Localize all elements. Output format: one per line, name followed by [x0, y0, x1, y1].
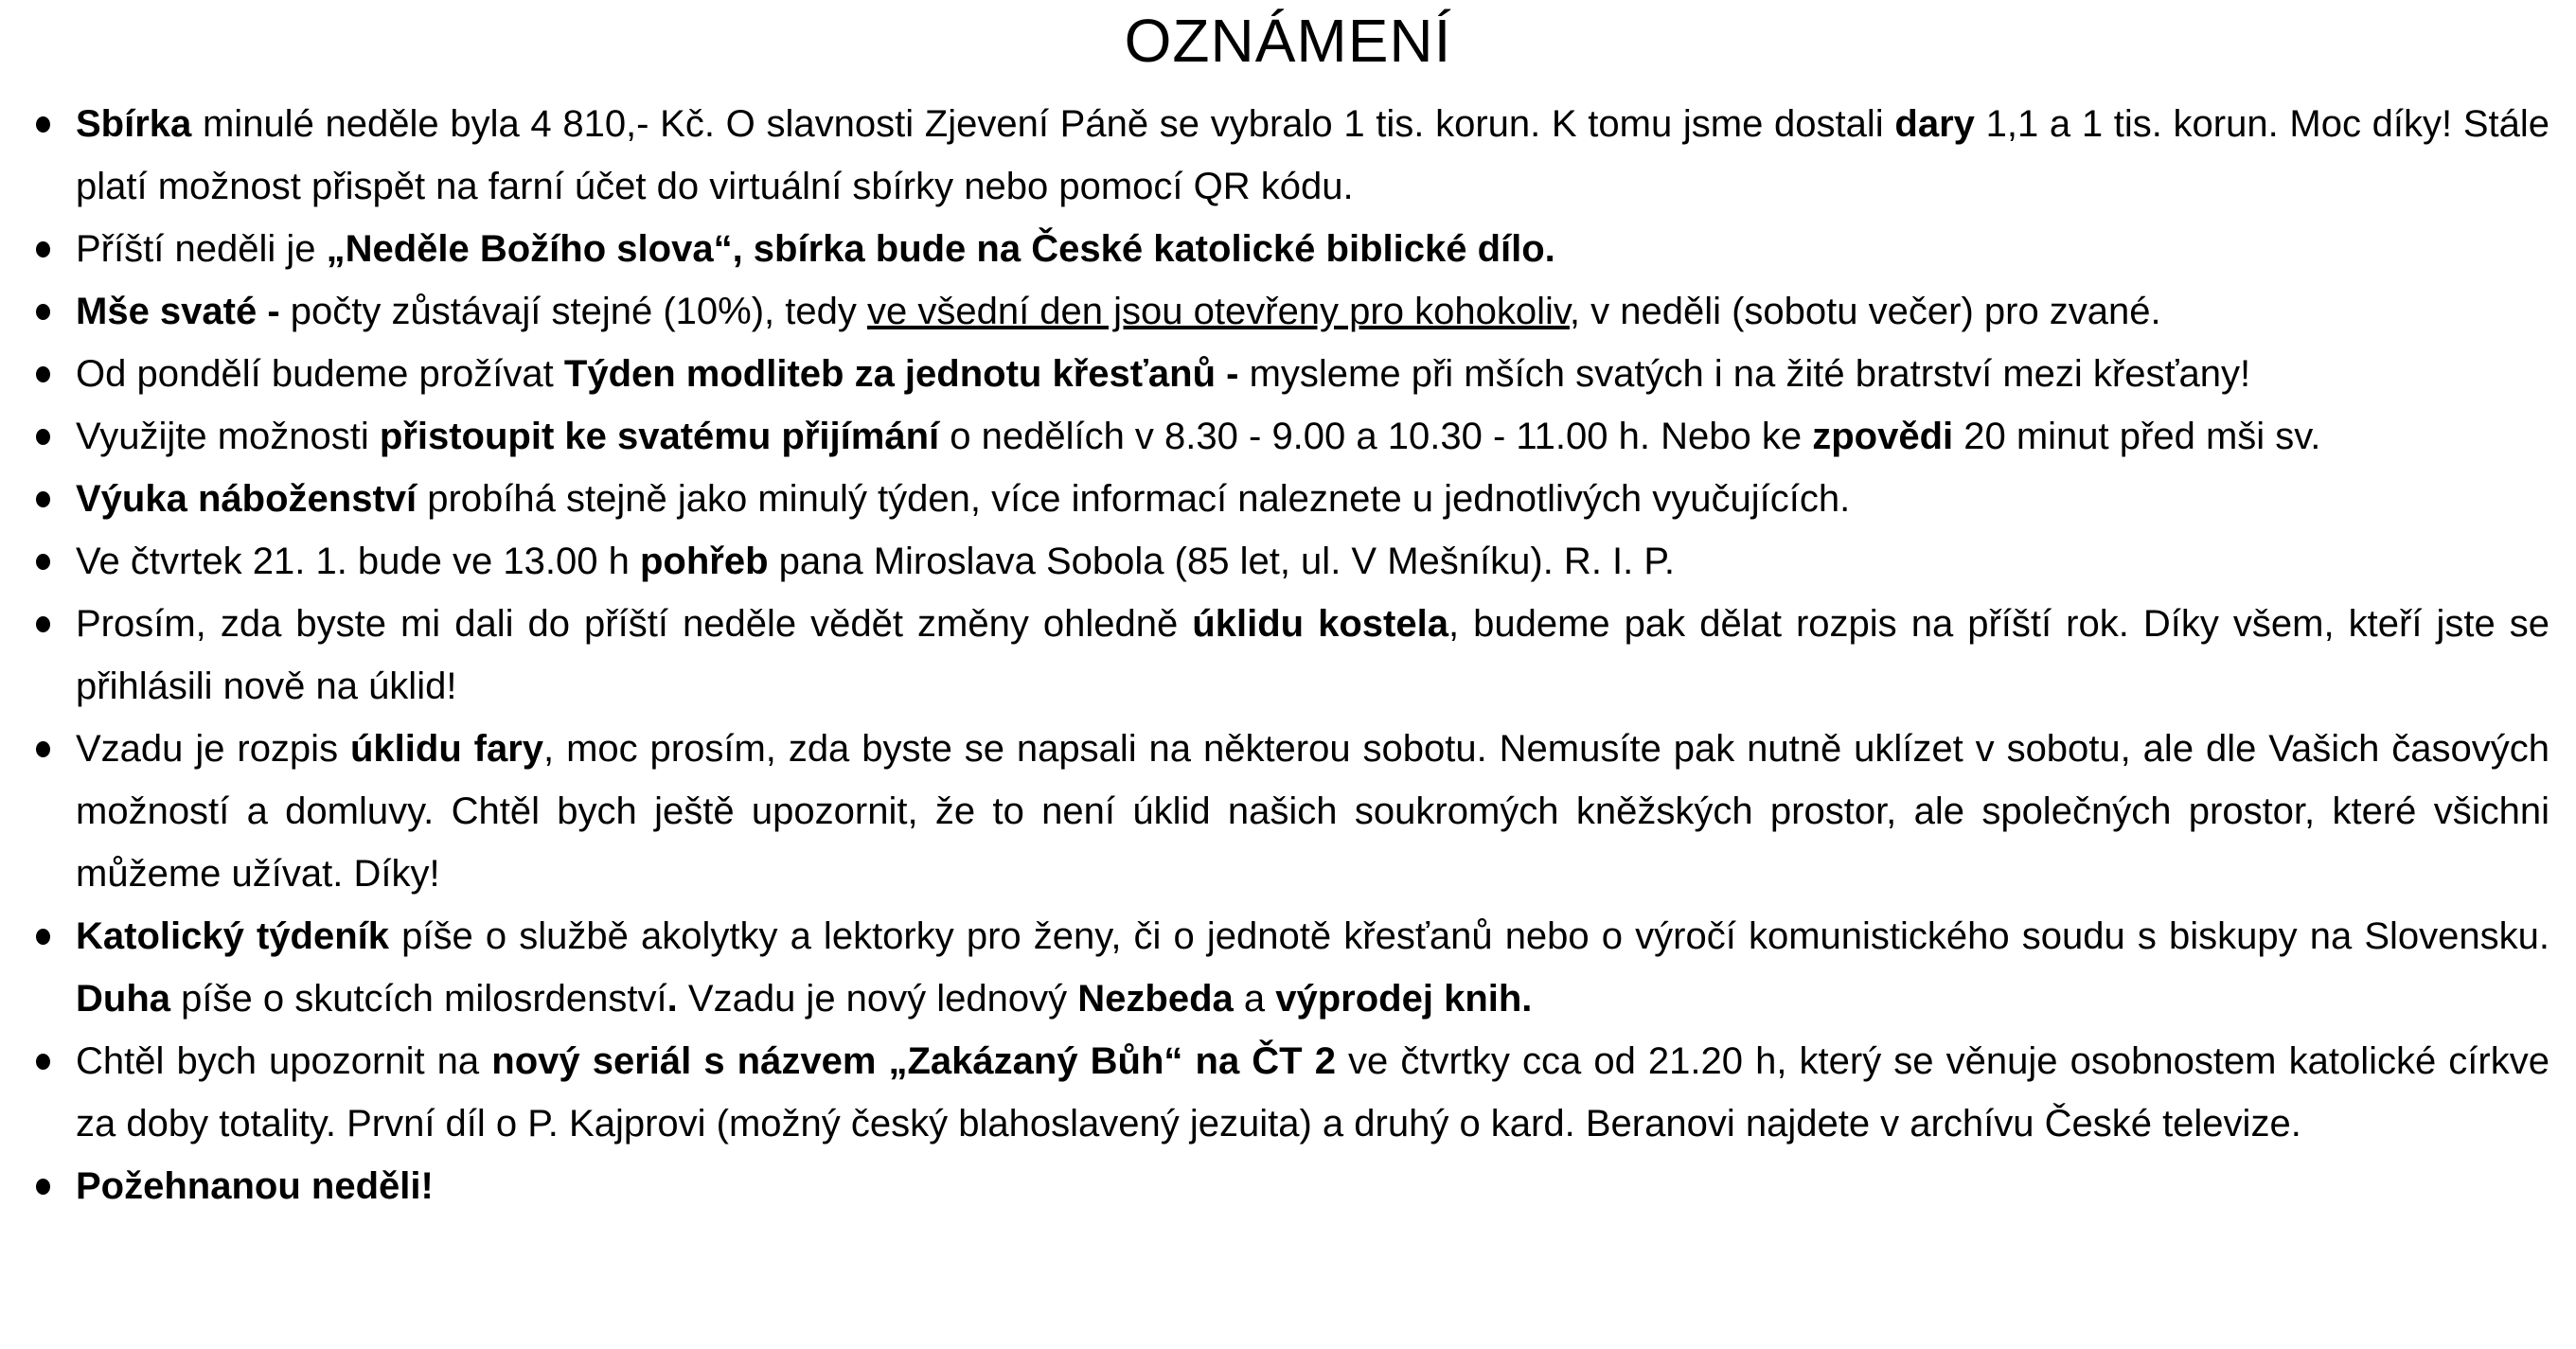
list-item [27, 1155, 2549, 1217]
text-run: o nedělích v 8.30 - 9.00 a 10.30 - 11.00 h. Nebo ke [939, 416, 1813, 457]
list-item [27, 405, 2549, 468]
text-run: Od pondělí budeme prožívat [76, 353, 564, 395]
bold-text: Nezbeda [1077, 978, 1234, 1020]
list-item [27, 593, 2549, 718]
text-run: Ve čtvrtek 21. 1. bude ve 13.00 h [76, 541, 640, 582]
text-run: Příští neděli je [76, 228, 327, 270]
text-run: , v neděli (sobotu večer) pro zvané. [1569, 291, 2161, 332]
list-item [27, 218, 2549, 280]
list-item [27, 1030, 2549, 1155]
bold-text: Výuka náboženství [76, 478, 417, 520]
list-item [27, 468, 2549, 530]
bold-text: přistoupit ke svatému přijímání [379, 416, 940, 457]
bold-text: zpovědi [1812, 416, 1954, 457]
bold-text: Katolický týdeník [76, 915, 390, 957]
text-run: píše o službě akolytky a lektorky pro ženy, či o jednotě křesťanů nebo o výročí komunistického soudu s biskupy na Slovensku. [389, 915, 2549, 957]
list-item [27, 343, 2549, 405]
text-run: pana Miroslava Sobola (85 let, ul. V Mešníku). R. I. P. [768, 541, 1676, 582]
text-run: Chtěl bych upozornit na [76, 1040, 492, 1082]
text-run: píše o skutcích milosrdenství [170, 978, 667, 1020]
announcement-list [27, 93, 2549, 1217]
bold-text: . [666, 978, 678, 1020]
text-run: , budeme pak dělat rozpis na příští rok. Díky všem, kteří jste se přihlásili nově na úklid! [76, 603, 2549, 707]
text-run: , moc prosím, zda byste se napsali na některou sobotu. Nemusíte pak nutně uklízet v sobotu, ale dle Vašich časových možností a domluvy. Chtěl bych ještě upozornit, že to není úklid našich soukromých kněžských prostor, ale společných prostor, které všichni můžeme užívat. Díky! [76, 728, 2549, 895]
text-run: a [1233, 978, 1276, 1020]
underlined-text: ve všední den jsou otevřeny pro kohokoliv [866, 291, 1570, 332]
bold-text: Duha [76, 978, 170, 1020]
text-run: počty zůstávají stejné (10%), tedy [290, 291, 867, 332]
bold-text: „Neděle Božího slova“, sbírka bude na České katolické biblické dílo. [326, 228, 1555, 270]
bold-text: dary [1894, 103, 1975, 145]
text-run: 1,1 a 1 tis. korun. Moc díky! Stále platí možnost přispět na farní účet do virtuální sbírky nebo pomocí QR kódu. [76, 103, 2550, 207]
text-run: ve čtvrtky cca od 21.20 h, který se věnuje osobnostem katolické církve za doby totality. První díl o P. Kajprovi (možný český blahoslavený jezuita) a druhý o kard. Beranovi najdete v archívu České televize. [76, 1040, 2549, 1145]
text-run: Vzadu je nový lednový [677, 978, 1078, 1020]
text-run: Prosím, zda byste mi dali do příští neděle vědět změny ohledně [76, 603, 1193, 645]
list-item [27, 718, 2549, 905]
list-item [27, 280, 2549, 343]
list-item [27, 530, 2549, 593]
bold-text: pohřeb [639, 541, 769, 582]
text-run: Využijte možnosti [76, 416, 380, 457]
bold-text: Týden modliteb za jednotu křesťanů - [563, 353, 1250, 395]
list-item [27, 905, 2549, 1030]
text-run: mysleme při mších svatých i na žité bratrství mezi křesťany! [1249, 353, 2251, 395]
text-run: minulé neděle byla 4 810,- Kč. O slavnosti Zjevení Páně se vybralo 1 tis. korun. K tomu jsme dostali [191, 103, 1895, 145]
text-run: 20 minut před mši sv. [1953, 416, 2321, 457]
bold-text: Mše svaté - [76, 291, 291, 332]
bold-text: úklidu kostela [1192, 603, 1448, 645]
list-item [27, 93, 2549, 218]
bold-text: Sbírka [76, 103, 192, 145]
bold-text: nový seriál s názvem „Zakázaný Bůh“ na ČT 2 [491, 1040, 1336, 1082]
text-run: Vzadu je rozpis [76, 728, 350, 770]
bold-text: úklidu fary [349, 728, 544, 770]
text-run: probíhá stejně jako minulý týden, více informací naleznete u jednotlivých vyučujících. [417, 478, 1851, 520]
bold-text: výprodej knih. [1275, 978, 1533, 1020]
bold-text: Požehnanou neděli! [76, 1165, 434, 1207]
page-title: OZNÁMENÍ [1124, 7, 1452, 75]
